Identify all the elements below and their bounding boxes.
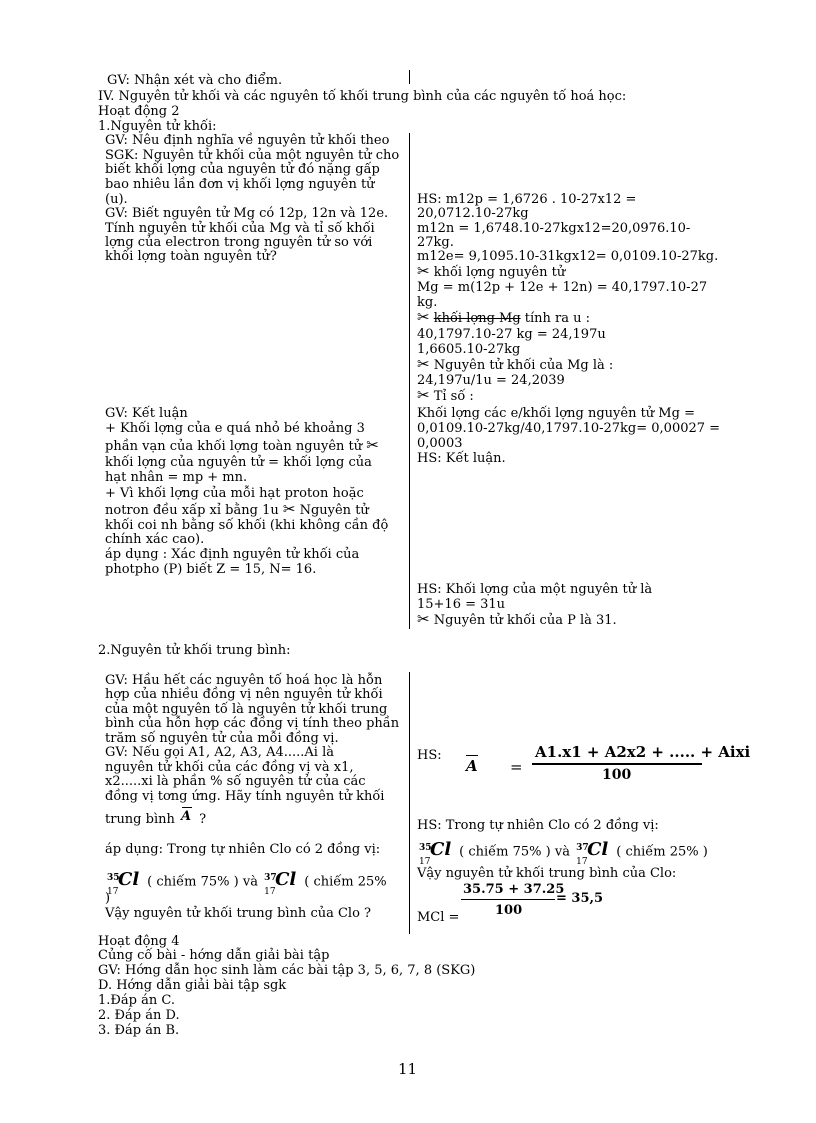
right-text-line: m12e= 9,1095.10-31kgx12= 0,0109.10-27kg. — [417, 249, 719, 264]
subsection-2-title: 2.Nguyên tử khối trung bình: — [98, 643, 291, 658]
scissors-icon: ✂ — [417, 262, 430, 280]
right-text-line: HS: m12p = 1,6726 . 10-27x12 = — [417, 192, 637, 207]
answer-line: 3. Đáp án B. — [98, 1023, 180, 1038]
column-divider — [409, 133, 410, 629]
left-text-line: 35 17 Cl ( chiếm 75% ) và 37 17 Cl ( chiếm 25% — [107, 869, 387, 897]
left-text-line: photpho (P) biết Z = 15, N= 16. — [105, 562, 317, 577]
abar-symbol: A — [181, 809, 192, 824]
right-text-line: Khối lợng các e/khối lợng nguyên tử Mg = — [417, 406, 695, 421]
subsection-1-title: 1.Nguyên tử khối: — [98, 119, 217, 134]
left-text-line: + Khối lợng của e quá nhỏ bé khoảng 3 — [105, 421, 365, 436]
left-text-line: bao nhiêu lần đơn vị khối lợng nguyên tử — [105, 177, 375, 192]
scissors-icon: ✂ — [417, 386, 430, 404]
right-text-line: 1,6605.10-27kg — [417, 342, 521, 357]
left-text-line: (u). — [105, 192, 128, 207]
right-text-line: Vậy nguyên tử khối trung bình của Clo: — [417, 866, 677, 881]
left-text-line: nguyên tử khối của các đồng vị và x1, — [105, 760, 354, 775]
left-text-line: GV: Kết luận — [105, 406, 188, 421]
right-text-line: HS: Trong tự nhiên Clo có 2 đồng vị: — [417, 818, 659, 833]
left-text-line: ) — [105, 891, 111, 906]
left-text-line: + Vì khối lợng của mỗi hạt proton hoặc — [105, 486, 364, 501]
hs-formula-label: HS: — [417, 748, 442, 763]
left-text-line: phần vạn của khối lợng toàn nguyên tử ✂ — [105, 436, 379, 454]
right-text-line: ✂ khối lợng nguyên tử — [417, 262, 566, 280]
equals-sign: = — [510, 758, 523, 776]
right-text-line: 0,0003 — [417, 436, 463, 451]
footer-line: D. Hớng dẫn giải bài tập sgk — [98, 978, 287, 993]
right-text-line: HS: Kết luận. — [417, 451, 506, 466]
fraction-bar — [532, 763, 702, 765]
isotope-cl35: 35 17 Cl — [107, 869, 140, 897]
left-text-line: GV: Nêu định nghĩa về nguyên tử khối theo — [105, 133, 390, 148]
left-text-line: Vậy nguyên tử khối trung bình của Clo ? — [105, 906, 372, 921]
right-text-line: 24,197u/1u = 24,2039 — [417, 373, 565, 388]
isotope-cl35: 35 17 Cl — [419, 839, 452, 867]
left-text-line: khối lợng của nguyên tử = khối lợng của — [105, 455, 372, 470]
footer-line: Củng cố bài - hớng dẫn giải bài tập — [98, 948, 330, 963]
scissors-icon: ✂ — [417, 610, 430, 628]
isotope-cl37: 37 17 Cl — [576, 839, 609, 867]
abar-overline — [466, 755, 478, 756]
scissors-icon: ✂ — [366, 436, 379, 454]
right-text-line: Mg = m(12p + 12e + 12n) = 40,1797.10-27 — [417, 280, 708, 295]
left-text-line: hợp của nhiều đồng vị nên nguyên tử khối — [105, 687, 383, 702]
left-text-line: của một nguyên tố là nguyên tử khối trung — [105, 702, 388, 717]
right-text-line: 20,0712.10-27kg — [417, 206, 529, 221]
scissors-icon: ✂ — [282, 500, 296, 518]
left-text-line: GV: Biết nguyên tử Mg có 12p, 12n và 12e. — [105, 206, 389, 221]
left-text-line: notron đều xấp xỉ bằng 1u ✂ Nguyên tử — [105, 500, 369, 518]
right-text-line: m12n = 1,6748.10-27kgx12=20,0976.10- — [417, 221, 691, 236]
left-text-line: áp dụng : Xác định nguyên tử khối của — [105, 547, 360, 562]
left-text-line: áp dụng: Trong tự nhiên Clo có 2 đồng vị: — [105, 842, 381, 857]
right-text-line: 35 17 Cl ( chiếm 75% ) và 37 17 Cl ( chiếm 25% ) — [419, 839, 708, 867]
section-heading-iv: IV. Nguyên tử khối và các nguyên tố khối trung bình của các nguyên tố hoá học: — [98, 89, 627, 104]
left-text-line: lợng của electron trong nguyên tử so với — [105, 235, 373, 250]
formula-denominator: 100 — [602, 767, 632, 783]
page-number: 11 — [398, 1060, 418, 1078]
mcl-denominator: 100 — [495, 903, 523, 918]
column-divider — [409, 70, 410, 84]
left-text-line: trăm số nguyên tử của mỗi đồng vị. — [105, 731, 339, 746]
left-text-line: biết khối lợng của nguyên tử đó nặng gấp — [105, 162, 380, 177]
right-text-line: ✂ Tỉ số : — [417, 386, 474, 404]
right-text-line: ✂ Nguyên tử khối của Mg là : — [417, 355, 614, 373]
scissors-icon: ✂ — [417, 355, 430, 373]
left-text-line: GV: Hầu hết các nguyên tố hoá học là hỗn — [105, 673, 383, 688]
left-text-line: khối lợng toàn nguyên tử? — [105, 249, 277, 264]
left-text-line: bình của hỗn hợp các đồng vị tính theo phần — [105, 716, 400, 731]
right-text-line: 0,0109.10-27kg/40,1797.10-27kg= 0,00027 = — [417, 421, 721, 436]
isotope-cl37: 37 17 Cl — [264, 869, 297, 897]
left-text-line: Tính nguyên tử khối của Mg và tỉ số khối — [105, 221, 375, 236]
activity-2-label: Hoạt động 2 — [98, 104, 180, 119]
answer-line: 1.Đáp án C. — [98, 993, 175, 1008]
scissors-icon: ✂ — [417, 308, 430, 326]
answer-line: 2. Đáp án D. — [98, 1008, 180, 1023]
teacher-remark: GV: Nhận xét và cho điểm. — [107, 73, 283, 88]
formula-numerator: A1.x1 + A2x2 + ..... + Aixi — [535, 743, 751, 761]
right-text-line: 40,1797.10-27 kg = 24,197u — [417, 327, 606, 342]
left-text-line: GV: Nếu gọi A1, A2, A3, A4.....Ai là — [105, 745, 334, 760]
right-text-line: ✂ Nguyên tử khối của P là 31. — [417, 610, 617, 628]
mcl-label: MCl = — [417, 910, 460, 925]
left-text-line: x2.....xi là phần % số nguyên tử của các — [105, 774, 366, 789]
mcl-numerator: 35.75 + 37.25 — [463, 882, 565, 897]
left-text-line: khối coi nh bằng số khối (khi không cần độ — [105, 518, 389, 533]
column-divider — [409, 672, 410, 934]
left-text-line: hạt nhân = mp + mn. — [105, 470, 248, 485]
mcl-fraction-bar — [461, 899, 555, 900]
left-text-line: trung bình A ? — [105, 809, 207, 827]
right-text-line: kg. — [417, 295, 438, 310]
right-text-line: ✂ khối lợng Mg tính ra u : — [417, 308, 591, 326]
right-text-line: HS: Khối lợng của một nguyên tử là — [417, 582, 653, 597]
left-text-line: đồng vị tơng ứng. Hãy tính nguyên tử khối — [105, 789, 385, 804]
activity-4-label: Hoạt động 4 — [98, 934, 180, 949]
footer-line: GV: Hớng dẫn học sinh làm các bài tập 3, 5, 6, 7, 8 (SKG) — [98, 963, 476, 978]
mcl-result: = 35,5 — [556, 891, 604, 906]
right-text-line: 15+16 = 31u — [417, 597, 506, 612]
left-text-line: chính xác cao). — [105, 532, 205, 547]
abar-symbol: A — [466, 757, 478, 775]
right-text-line: 27kg. — [417, 235, 454, 250]
left-text-line: SGK: Nguyên tử khối của một nguyên tử cho — [105, 148, 400, 163]
